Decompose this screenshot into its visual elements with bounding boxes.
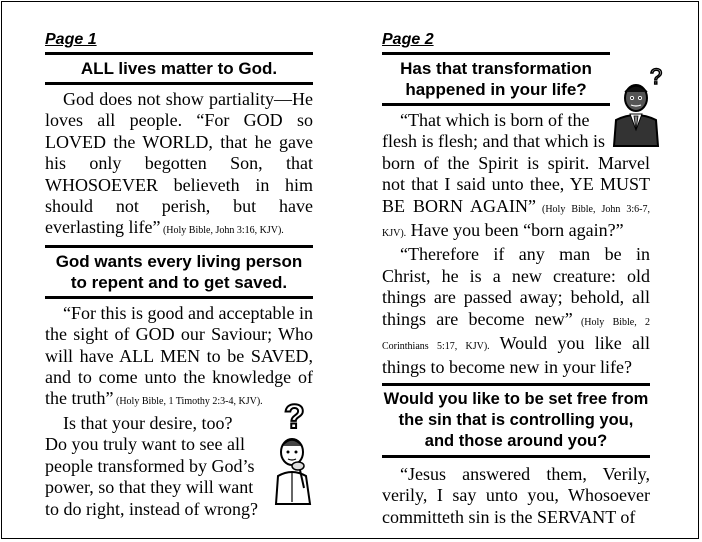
page-2-paragraph-3 bbox=[382, 464, 650, 528]
page-2-heading-2-line-2: the sin that is controlling you, bbox=[398, 410, 634, 429]
page-1-heading-2-line-2: to repent and to get saved. bbox=[70, 272, 288, 292]
page-2-paragraph-2-text: “Therefore if any man be in Christ, he is a new creature: old things are passed away; behold, all things are become new” bbox=[382, 244, 650, 329]
page-2-paragraph-1-end: Have you been “born again?” bbox=[406, 220, 624, 241]
page-2-paragraph-1-rest-text: born of the Spirit is spirit. Marvel not that I said unto thee, YE MUST BE BORN AGAIN” bbox=[382, 152, 650, 216]
page-2 bbox=[382, 30, 650, 528]
page-2-paragraph-2-end: Would you like all things to become new in your life? bbox=[382, 333, 650, 378]
page-2-paragraph-2-citation: (Holy Bible, 2 Corinthians 5:17, KJV). bbox=[382, 316, 650, 353]
page-1-heading-2 bbox=[45, 245, 313, 299]
page-2-paragraph-2 bbox=[382, 244, 650, 378]
page-2-heading-2-line-3: and those around you? bbox=[424, 431, 608, 450]
thinking-man-illustration bbox=[270, 396, 318, 506]
page-1-paragraph-3-line-2: Do you truly want to see all bbox=[45, 434, 245, 455]
page-1-paragraph-3-line-4: power, so that they will want bbox=[45, 477, 254, 498]
page-2-paragraph-1-citation: (Holy Bible, John 3:6-7, KJV). bbox=[382, 203, 650, 240]
wondering-man-illustration bbox=[612, 64, 670, 148]
page-1-paragraph-2-citation: (Holy Bible, 1 Timothy 2:3-4, KJV). bbox=[113, 396, 263, 408]
page-2-paragraph-1-line-1: “That which is born of the bbox=[400, 110, 590, 130]
page-1-paragraph-3-line-1: Is that your desire, too? bbox=[63, 412, 233, 433]
page-1-paragraph-3-line-5: to do right, instead of wrong? bbox=[45, 498, 258, 519]
page-2-paragraph-1-line-2: flesh is flesh; and that which is bbox=[382, 131, 605, 152]
page-1-heading-1-text: ALL lives matter to God. bbox=[80, 59, 278, 78]
page-1-paragraph-2-text: “For this is good and acceptable in the sight of GOD our Saviour; Who will have ALL MEN to be SAVED, and to come unto the knowledge of the truth” bbox=[45, 302, 313, 409]
page-1-label: Page 1 bbox=[45, 31, 97, 48]
page-1-paragraph-1-text: God does not show partiality—He loves all people. “For GOD so LOVED the WORLD, that he gave his only begotten Son, that WHOSOEVER believeth in him should not perish, but have everlasting life” bbox=[45, 89, 313, 238]
page-1-paragraph-3-line-3: people transformed by God’s bbox=[45, 455, 255, 476]
wondering-man-icon bbox=[612, 64, 670, 148]
page-2-paragraph-1-rest bbox=[382, 153, 650, 245]
page-1-paragraph-1 bbox=[45, 89, 313, 242]
page-2-heading-1-line-2: happened in your life? bbox=[405, 80, 587, 99]
page-2-heading-1-line-1: Has that transformation bbox=[400, 59, 592, 78]
page-1-paragraph-1-citation: (Holy Bible, John 3:16, KJV). bbox=[160, 225, 284, 237]
page-1-heading-1 bbox=[45, 52, 313, 85]
page-1-heading-2-line-1: God wants every living person bbox=[55, 251, 303, 271]
page-2-heading-2-line-1: Would you like to be set free from bbox=[383, 389, 649, 408]
page-2-paragraph-3-text: “Jesus answered them, Verily, verily, I say unto you, Whosoever committeth sin is the SERVANT of bbox=[382, 463, 650, 527]
thinking-man-icon bbox=[270, 396, 318, 506]
page-2-paragraph-1 bbox=[382, 110, 650, 244]
question-mark-icon: ? bbox=[650, 64, 663, 89]
page-2-label: Page 2 bbox=[382, 31, 434, 48]
page-2-heading-2 bbox=[382, 383, 650, 458]
page-2-heading-1 bbox=[382, 52, 610, 106]
question-mark-icon: ? bbox=[284, 398, 305, 436]
